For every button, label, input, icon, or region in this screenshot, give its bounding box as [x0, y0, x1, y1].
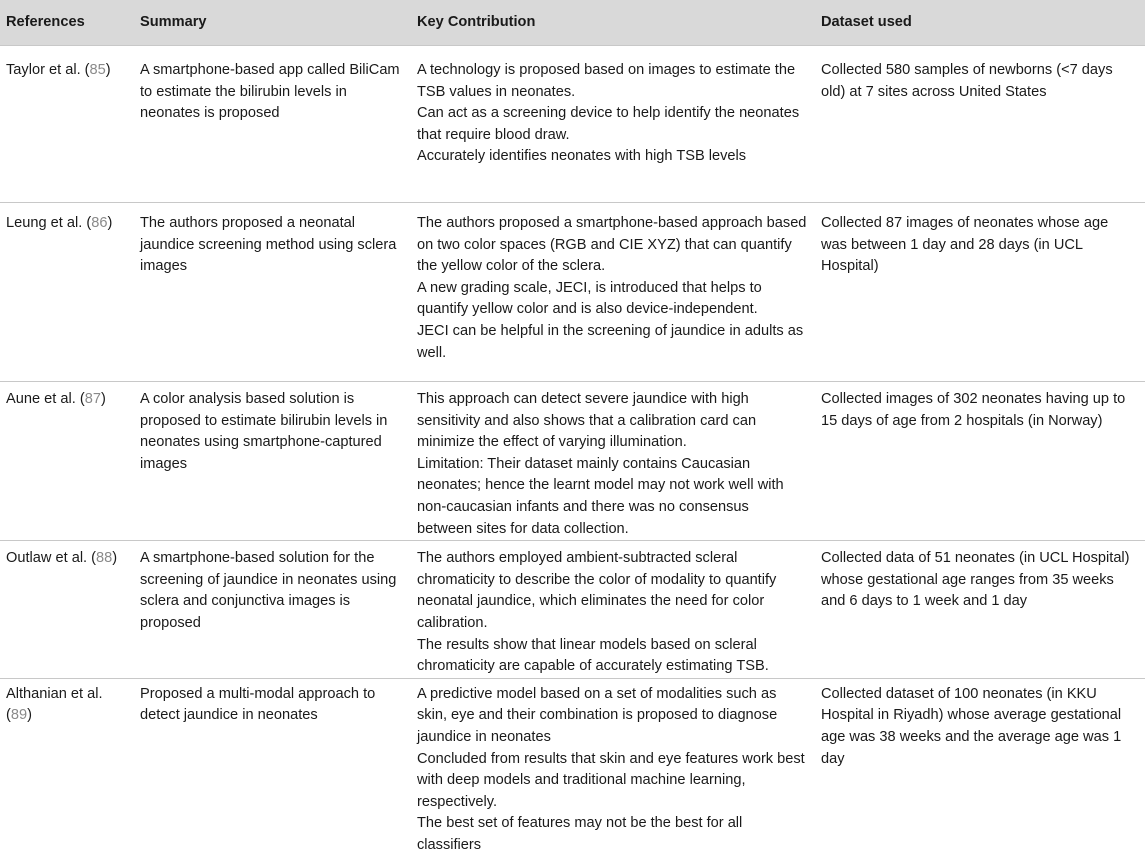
reference-author: Aune et al. ( [6, 391, 85, 407]
contribution-cell [411, 203, 815, 382]
header-dataset-used: Dataset used [815, 0, 1145, 46]
contribution-cell [411, 541, 815, 679]
dataset-cell: Collected 87 images of neonates whose age was between 1 day and 28 days (in UCL Hospital) [815, 203, 1145, 382]
table-row [0, 541, 1145, 679]
contribution-line: Concluded from results that skin and eye features work best with deep models and traditional machine learning, respectively. [417, 750, 805, 810]
contribution-line: The authors employed ambient-subtracted scleral chromaticity to describe the color of modality to quantify neonatal jaundice, which eliminates the need for color calibration. [417, 550, 777, 631]
contribution-line: A new grading scale, JECI, is introduced that helps to quantify yellow color and is also device-independent. [417, 279, 762, 318]
table-header [0, 0, 1145, 46]
contribution-cell [411, 46, 815, 203]
reference-author: Taylor et al. ( [6, 62, 90, 78]
reference-author: Althanian et al. ( [6, 685, 103, 724]
table-row [0, 203, 1145, 382]
summary-cell: A color analysis based solution is proposed to estimate bilirubin levels in neonates using smartphone-captured images [134, 382, 411, 541]
table-row [0, 382, 1145, 541]
reference-author: Leung et al. ( [6, 215, 92, 231]
reference-link[interactable]: 85 [89, 62, 106, 78]
dataset-cell: Collected data of 51 neonates (in UCL Hospital) whose gestational age ranges from 35 weeks and 6 days to 1 week and 1 day [815, 541, 1145, 679]
contribution-line: Accurately identifies neonates with high TSB levels [417, 148, 747, 165]
reference-close: ) [100, 391, 106, 407]
reference-close: ) [112, 550, 118, 567]
summary-cell: A smartphone-based solution for the screening of jaundice in neonates using sclera and conjunctiva images is proposed [134, 541, 411, 679]
dataset-cell: Collected 580 samples of newborns (<7 days old) at 7 sites across United States [821, 62, 1113, 100]
reference-link[interactable]: 89 [10, 707, 28, 724]
table-body [0, 46, 1145, 858]
contribution-cell [411, 382, 815, 541]
table-row [0, 46, 1145, 203]
reference-close: ) [27, 707, 32, 724]
reference-cell [0, 382, 134, 541]
summary-cell: Proposed a multi-modal approach to detect jaundice in neonates [134, 678, 411, 858]
summary-cell: A smartphone-based app called BiliCam to estimate the bilirubin levels in neonates is proposed [140, 62, 400, 122]
contribution-line: The results show that linear models based on scleral chromaticity are capable of accurately estimating TSB. [417, 636, 769, 675]
reference-cell [0, 541, 134, 679]
reference-author: Outlaw et al. ( [6, 550, 97, 567]
reference-cell [0, 203, 134, 382]
contribution-line: The best set of features may not be the best for all classifiers [417, 815, 743, 853]
dataset-cell: Collected images of 302 neonates having up to 15 days of age from 2 hospitals (in Norway) [815, 382, 1145, 541]
reference-close: ) [107, 215, 113, 231]
contribution-line: JECI can be helpful in the screening of jaundice in adults as well. [417, 322, 804, 361]
header-references: References [0, 0, 134, 46]
dataset-cell: Collected dataset of 100 neonates (in KKU Hospital in Riyadh) whose average gestational age was 38 weeks and the average age was 1 day [815, 678, 1145, 858]
contribution-line: A predictive model based on a set of modalities such as skin, eye and their combination is proposed to diagnose jaundice in neonates [417, 685, 778, 745]
header-key-contribution: Key Contribution [411, 0, 815, 46]
reference-cell [0, 46, 134, 203]
contribution-line: Limitation: Their dataset mainly contains Caucasian neonates; hence the learnt model may not work well with non-caucasian infants and there was no consensus between sites for data collection. [417, 455, 784, 537]
contribution-line: The authors proposed a smartphone-based approach based on two color spaces (RGB and CIE XYZ) that can quantify the yellow color of the sclera. [417, 215, 807, 275]
reference-link[interactable]: 88 [96, 550, 113, 567]
reference-link[interactable]: 86 [91, 215, 108, 231]
header-summary: Summary [134, 0, 411, 46]
reference-link[interactable]: 87 [84, 391, 101, 407]
contribution-line: A technology is proposed based on images to estimate the TSB values in neonates. [417, 62, 796, 100]
reference-close: ) [105, 62, 111, 78]
summary-cell: The authors proposed a neonatal jaundice screening method using sclera images [134, 203, 411, 382]
header-row [0, 0, 1145, 46]
contribution-line: This approach can detect severe jaundice with high sensitivity and also shows that a calibration card can minimize the effect of varying illumination. [417, 391, 757, 451]
contribution-line: Can act as a screening device to help identify the neonates that require blood draw. [417, 105, 800, 143]
